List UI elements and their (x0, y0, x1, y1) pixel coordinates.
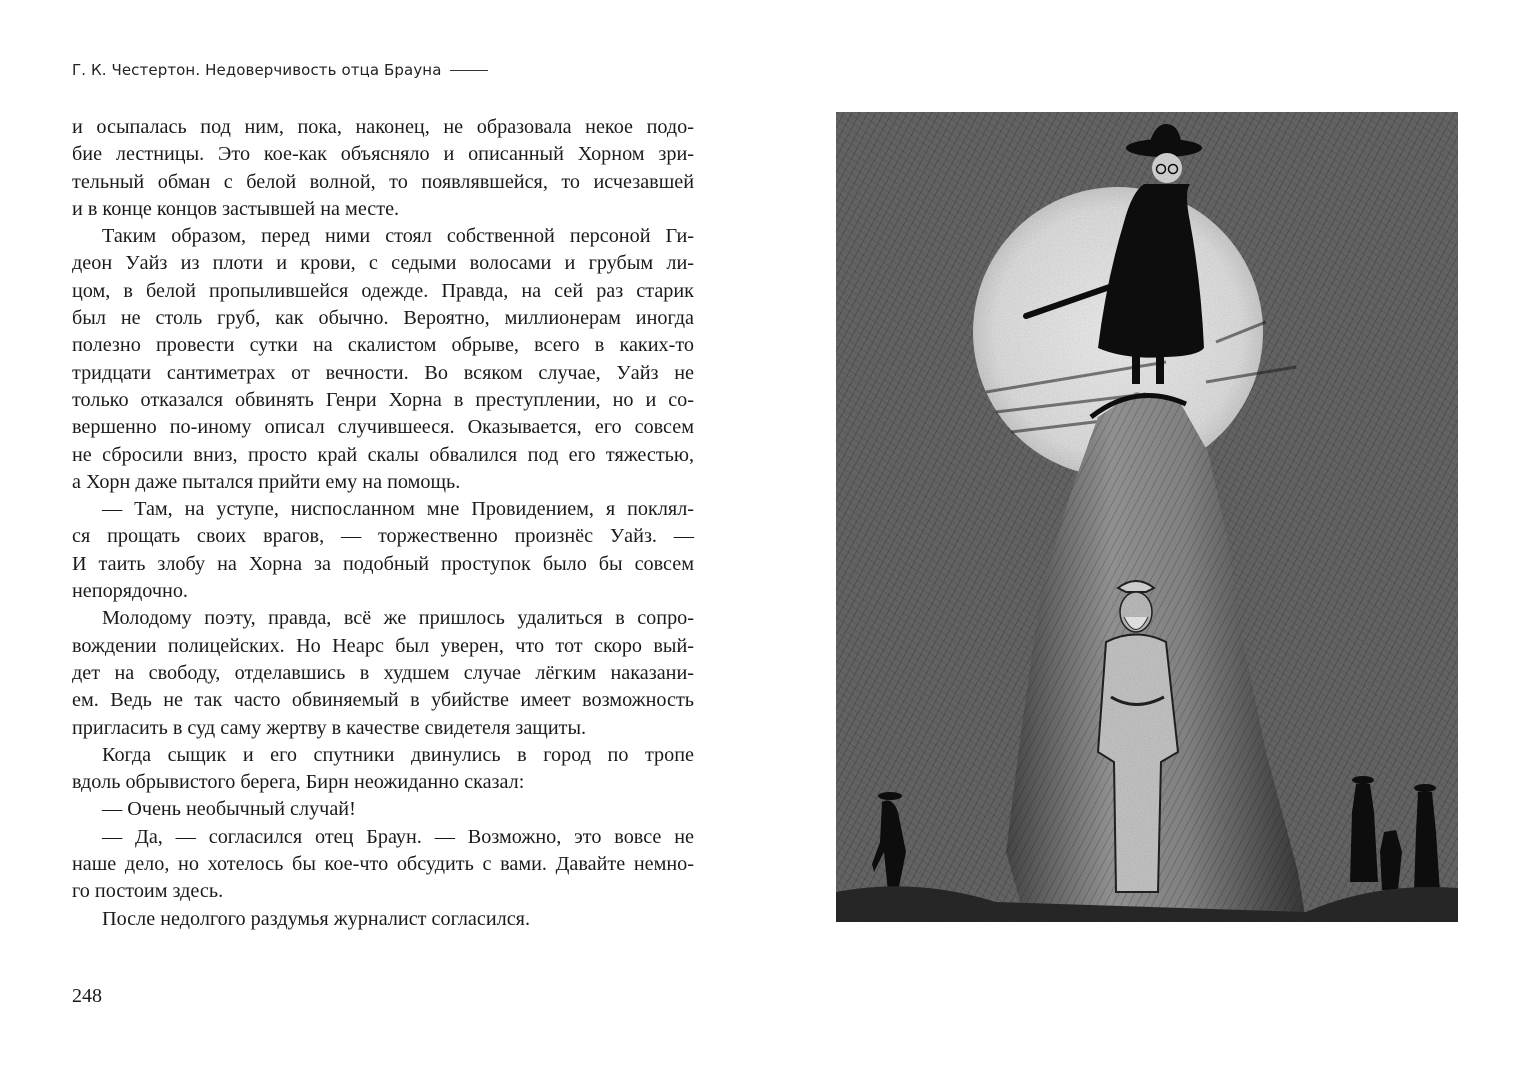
text-line: вдоль обрывистого берега, Бирн неожиданно сказал: (72, 771, 525, 794)
text-line: деон Уайз из плоти и крови, с седыми волосами и грубым ли- (72, 252, 694, 275)
text-line: — Да, — согласился отец Браун. — Возможно, это вовсе не (102, 825, 694, 848)
priest-leg-left (1132, 354, 1140, 384)
priest-leg-right (1156, 354, 1164, 384)
text-line: был не столь груб, как обычно. Вероятно, миллионерам иногда (72, 307, 694, 330)
text-line: дет на свободу, отделавшись в худшем случае лёгким наказани- (72, 661, 694, 684)
running-header (72, 61, 488, 79)
text-line: вождении полицейских. Но Неарс был уверен, что тот скоро вый- (72, 634, 694, 657)
text-line: не сбросили вниз, просто край скалы обвалился под его тяжестью, (72, 443, 694, 466)
text-line: — Очень необычный случай! (102, 798, 356, 821)
illustration-drawing (836, 112, 1458, 922)
drawing-scene (836, 112, 1458, 922)
text-line: наше дело, но хотелось бы кое-что обсудить с вами. Давайте немно- (72, 853, 694, 876)
text-line: а Хорн даже пытался прийти ему на помощь. (72, 470, 461, 493)
illustration (836, 112, 1458, 922)
text-line: цом, в белой пропылившейся одежде. Правда, на сей раз старик (72, 279, 694, 302)
text-line: Когда сыщик и его спутники двинулись в город по тропе (102, 743, 694, 766)
text-line: только отказался обвинять Генри Хорна в преступлении, но и со- (72, 388, 694, 411)
text-line: ся прощать своих врагов, — торжественно произнёс Уайз. — (72, 525, 694, 548)
text-line: Молодому поэту, правда, всё же пришлось удалиться в сопро- (102, 607, 694, 630)
body-text (72, 114, 694, 933)
page-number: 248 (72, 985, 102, 1007)
header-rule (450, 70, 488, 71)
text-line: тридцати сантиметрах от вечности. Во всяком случае, Уайз не (72, 361, 694, 384)
text-line: и в конце концов застывшей на месте. (72, 197, 400, 220)
text-line: го постоим здесь. (72, 880, 224, 903)
text-line: Таким образом, перед ними стоял собственной персоной Ги- (102, 225, 694, 248)
text-line: вершенно по-иному описал случившееся. Оказывается, его совсем (72, 416, 694, 439)
right-figure-a-hat (1352, 776, 1374, 784)
right-figure-c-hat (1414, 784, 1436, 792)
text-line: — Там, на уступе, ниспосланном мне Провидением, я поклял- (102, 498, 694, 521)
text-line: непорядочно. (72, 580, 188, 603)
text-line: пригласить в суд саму жертву в качестве свидетеля защиты. (72, 716, 587, 739)
text-line: После недолгого раздумья журналист согласился. (102, 907, 531, 930)
text-line: и осыпалась под ним, пока, наконец, не образовала некое подо- (72, 116, 694, 138)
text-line: бие лестницы. Это кое-как объясняло и описанный Хорном зри- (72, 143, 694, 166)
text-line: И таить злобу на Хорна за подобный проступок было бы совсем (72, 552, 694, 575)
text-line: тельный обман с белой волной, то появлявшейся, то исчезавшей (72, 170, 694, 193)
left-figure-hat (878, 792, 902, 800)
running-title: Г. К. Честертон. Недоверчивость отца Брауна (72, 61, 442, 79)
text-line: ем. Ведь не так часто обвиняемый в убийстве имеет возможность (72, 689, 694, 712)
text-line: полезно провести сутки на скалистом обрыве, всего в каких-то (72, 334, 694, 357)
